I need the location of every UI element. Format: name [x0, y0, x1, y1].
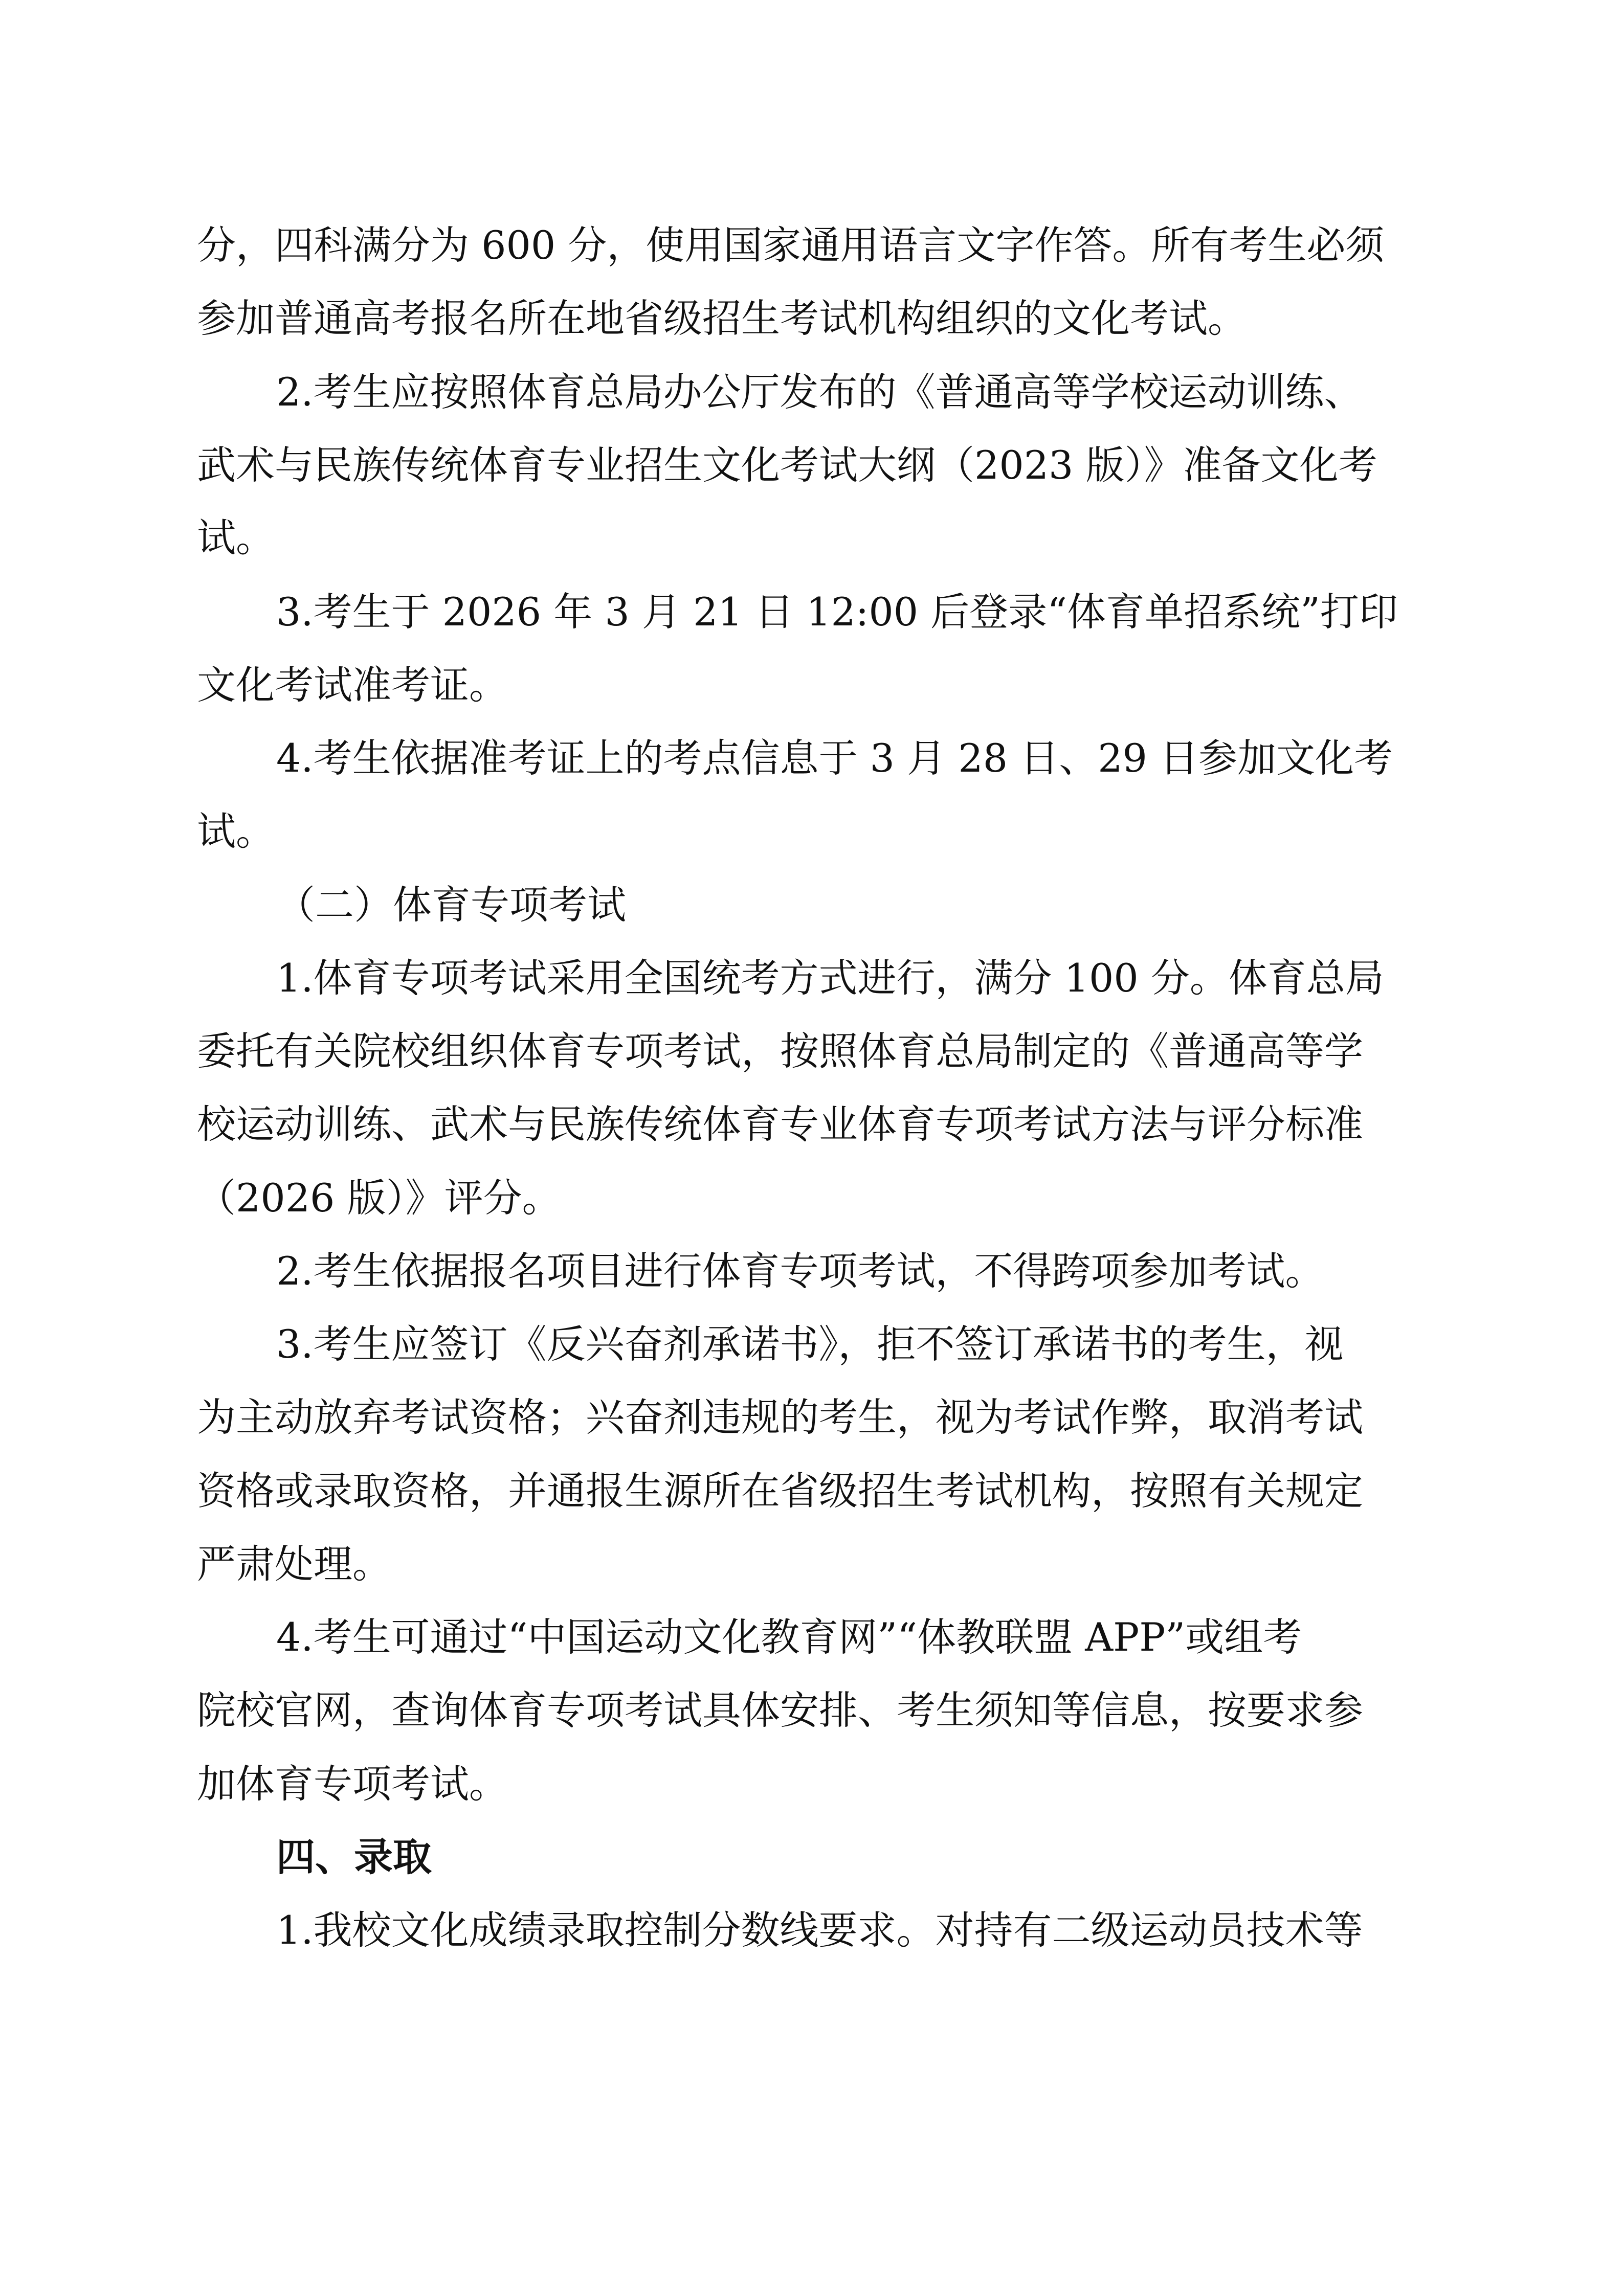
paragraph-line: 为主动放弃考试资格；兴奋剂违规的考生，视为考试作弊，取消考试 — [197, 1394, 1363, 1440]
paragraph-line: 参加普通高考报名所在地省级招生考试机构组织的文化考试。 — [197, 296, 1247, 341]
paragraph-line: 2.考生应按照体育总局办公厅发布的《普通高等学校运动训练、 — [276, 369, 1363, 415]
paragraph-line: 试。 — [197, 808, 275, 854]
paragraph-line: 3.考生应签订《反兴奋剂承诺书》，拒不签订承诺书的考生，视 — [276, 1321, 1344, 1367]
paragraph-line: 校运动训练、武术与民族传统体育专业体育专项考试方法与评分标准 — [197, 1101, 1363, 1147]
paragraph-line: 资格或录取资格，并通报生源所在省级招生考试机构，按照有关规定 — [197, 1468, 1363, 1514]
paragraph-line: 严肃处理。 — [197, 1541, 391, 1587]
paragraph-line: 分，四科满分为 600 分，使用国家通用语言文字作答。所有考生必须 — [197, 222, 1385, 268]
paragraph-line: 武术与民族传统体育专业招生文化考试大纲（2023 版）》准备文化考 — [197, 442, 1377, 488]
paragraph-line: 3.考生于 2026 年 3 月 21 日 12:00 后登录“体育单招系统”打印 — [276, 589, 1398, 635]
paragraph-line: 2.考生依据报名项目进行体育专项考试，不得跨项参加考试。 — [276, 1248, 1324, 1294]
paragraph-line: 试。 — [197, 515, 275, 560]
paragraph-line: 委托有关院校组织体育专项考试，按照体育总局制定的《普通高等学 — [197, 1028, 1363, 1074]
section-subheading: （二）体育专项考试 — [276, 882, 626, 928]
paragraph-line: 4.考生依据准考证上的考点信息于 3 月 28 日、29 日参加文化考 — [276, 735, 1393, 781]
paragraph-line: 院校官网，查询体育专项考试具体安排、考生须知等信息，按要求参 — [197, 1687, 1363, 1733]
paragraph-line: （2026 版）》评分。 — [197, 1175, 561, 1221]
paragraph-line: 文化考试准考证。 — [197, 662, 508, 708]
section-heading: 四、录取 — [276, 1834, 432, 1880]
paragraph-line: 加体育专项考试。 — [197, 1761, 508, 1807]
paragraph-line: 4.考生可通过“中国运动文化教育网”“体教联盟 APP”或组考 — [276, 1614, 1302, 1660]
paragraph-line: 1.我校文化成绩录取控制分数线要求。对持有二级运动员技术等 — [276, 1907, 1363, 1953]
paragraph-line: 1.体育专项考试采用全国统考方式进行，满分 100 分。体育总局 — [276, 955, 1384, 1001]
